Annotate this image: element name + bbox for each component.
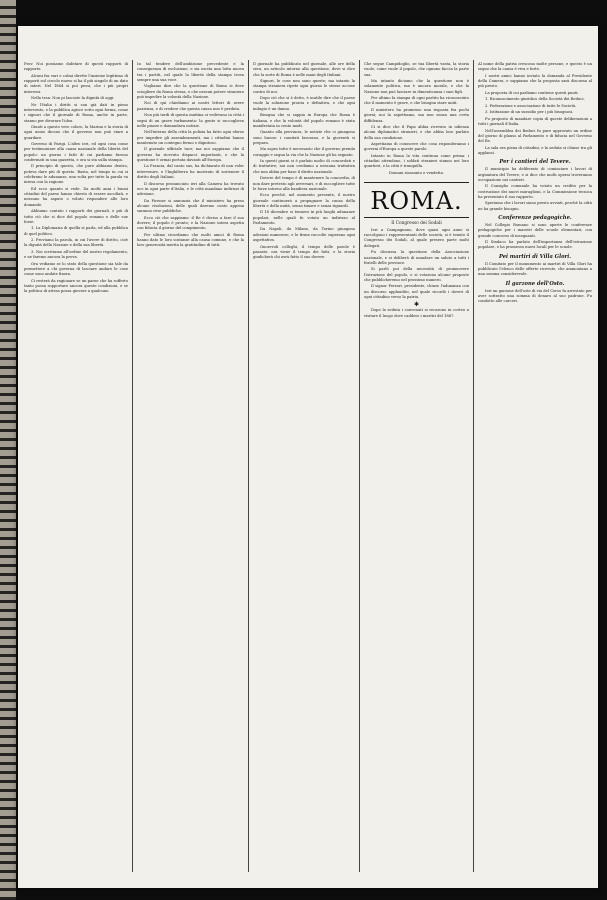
column-5	[478, 62, 592, 870]
paragraph: Giunti a questo vero coloro, la Marina e la storia di ogni uomo dicono che il governo non può stare a guardare.	[24, 125, 128, 140]
paragraph: Si parlò poi della necessità di promuovere l'istruzione del popolo, e si votarono alcune proposte che pubblicheremo nel prossimo numero.	[364, 267, 469, 282]
paragraph: Noi di qui chiediamo ai nostri lettori di avere pazienza, e di credere che questa causa non è perduta.	[137, 101, 244, 111]
paragraph: 1. La Diplomazia di quella si parla, ed alla pubblica di quel politico.	[24, 226, 128, 236]
paragraph: Prov. Noi possiamo dubitare di questi rapporti di rapporto.	[24, 62, 128, 72]
paragraph: Governo di Parigi. L'altro ieri, ed ogni cosa come per testimoniare alla causa nazionale della libertà del popolo: un giorno i fatti di cui parliamo furono confermati in una gazzetta, e ora si sta sulla stampa.	[24, 142, 128, 162]
list-item: 2. Federazione e associazione di tutte le Società.	[485, 103, 577, 108]
paragraph: Che segue Campidoglio, se tua libertà vasta, la storia vuole, come vuole il popolo, che ognuno faccia la parte sua.	[364, 62, 469, 77]
paragraph: Il Sindaco ha parlato dell'importanza dell'istruzione popolare, e ha promesso nuovi locali per le scuole.	[478, 240, 592, 250]
section-heading: Pei martiri di Villa Glori.	[498, 253, 572, 260]
paragraph: Aspettiamo di conoscere che cosa risponderanno i governi d'Europa a queste parole.	[364, 142, 469, 152]
paragraph: Fu proposto di mandare copia di queste deliberazioni a tutti i giornali d'Italia.	[478, 116, 592, 127]
paragraph: Ieri a Campagnano, dove quasi ogni anno si raccolgono i rappresentanti delle società, si è tenuto il Congresso dei Sodali, al quale presero parte molti delegati.	[364, 227, 469, 248]
paragraph: Dopo ciò che si è detto, è inutile dire che il paese vuole la soluzione pronta e definitiva, e che ogni indugio è un danno.	[253, 96, 355, 111]
column-rule	[359, 60, 360, 872]
paragraph: Onorevoli colleghi, il tempo delle parole è passato: ora viene il tempo dei fatti, e la storia giudicherà chi avrà fatto il suo dovere.	[253, 244, 355, 260]
notice-line: Domani riassunto e vendetta.	[388, 170, 445, 175]
column-rule	[248, 60, 249, 872]
paragraph: Nella tesa: Non pi lasciate la dignità di oggi.	[31, 96, 115, 101]
paragraph: Da Firenze si annunzia che il ministero ha preso alcune risoluzioni, delle quali daremo conto appena saranno rese pubbliche.	[137, 198, 244, 214]
paragraph: Al nome della patria crescono molte persone, e questo è un segno che la causa è viva e forte.	[478, 62, 592, 72]
paragraph: Dopo la seduta i convenuti si recarono in corteo a visitare il luogo dove caddero i martiri del 1867.	[364, 308, 469, 318]
column-3	[253, 62, 355, 870]
paragraph: Il signor Ferrari, presidente, chiuse l'adunanza con un discorso applaudito, nel quale ricordò i doveri di ogni cittadino verso la patria.	[364, 284, 469, 299]
paragraph: Il Comitato per il monumento ai martiri di Villa Glori ha pubblicato l'elenco delle offerte ricevute, che ammontano a una somma considerevole.	[478, 261, 592, 277]
paragraph: Ma sopra tutto è necessario che il governo prenda coraggio e segua la via che la Nazione gli ha segnato.	[253, 147, 355, 157]
paragraph: Il giornale ufficiale tace; ma noi sappiamo che il governo ha ricevuto dispacci importanti, e che la questione è ormai portata davanti all'Europa.	[137, 147, 244, 162]
paragraph: Per ultimo ricordiamo che molti amici di Roma hanno dato le loro sostanze alla causa comune, e che la loro generosità merita la gratitudine di tutti.	[137, 232, 244, 248]
paragraph: Ci resterà da ragionare se un paese che ha sofferto tanto possa sopportare ancora queste condizioni, e se la politica di attesa possa giovare a qualcuno.	[24, 278, 128, 294]
newspaper-page	[18, 26, 598, 888]
column-2	[137, 62, 244, 870]
roma-section-header	[364, 182, 469, 218]
list-item: 1. Riconoscimento giuridico della Società dei Reduci.	[485, 97, 585, 102]
paragraph: 2. Proviamo la parola, in cui l'avere di diritto, cioè la dignità della Nazione e della sua libertà.	[24, 238, 128, 248]
list-item: 3. Istituzione di un sussidio per i più bisognosi.	[485, 110, 574, 115]
paragraph: I nostri amici hanno inviato la domanda al Presidente della Camera, e sappiamo che la proposta sarà discussa al più presto.	[478, 73, 592, 89]
paragraph: Ci si dice che il Papa abbia ricevuto in udienza alcuni diplomatici stranieri, e che abbia loro parlato della sua condizione.	[364, 125, 469, 140]
paragraph: Quanto alla provincia, le notizie che ci giungono sono buone: i comitati lavorano, e la gioventù si prepara.	[253, 130, 355, 145]
paragraph: 3. Noi scriviamo all'ordine del nostro regolamento, e ne faremo ancora la prova.	[24, 249, 128, 260]
paragraph: Ieri un garzone dell'oste di via del Corso fu arrestato per aver sottratto una somma di denaro al suo padrone. Fu condotto alle carceri.	[478, 288, 592, 304]
paragraph: Il giornale ha pubblicato nel giornale, alle ore della sera, un articolo intorno alla questione, dove si dice che la sorte di Roma è nelle mani degli Italiani.	[253, 62, 355, 77]
column-rule	[132, 60, 133, 872]
paragraph: Non più tardi di questa mattina si vedevano in città i segni di un grave turbamento: la gente si raccoglieva nelle piazze e domandava notizie.	[137, 113, 244, 128]
paragraph: In questi giorni si è parlato molto di concordati e di trattative; noi non crediamo a nessuna trattativa che non abbia per base il diritto nazionale.	[253, 159, 355, 174]
paragraph: Il principio di questo, che pure abbiamo dentro, poteva dare più di questo. Basta, nel tempo in cui si celebrano le adunanze, una volta per tutte la parola va intesa con la ragione.	[24, 164, 128, 185]
paragraph: Ne l'Italia i diritti si son già dati in pieno intervento, e la pubblica agisce sotto ogni forma, come i signori che il giornale di Roma, anche in parte, stanno per divorare l'idea.	[24, 102, 128, 123]
paragraph: Nel Collegio Romano si sono aperte le conferenze pedagogiche per i maestri delle scuole elementari, con grande concorso di insegnanti.	[478, 223, 592, 238]
paragraph: Il 18 dicembre si tennero in più luoghi adunanze popolari, nelle quali fu votato un indirizzo al Parlamento.	[253, 210, 355, 225]
paragraph: La Francia, dal canto suo, ha dichiarato di non voler intervenire, e l'Inghilterra ha mostrato di sostenere il diritto degli Italiani.	[137, 164, 244, 180]
paragraph: Il Consiglio comunale ha votato un credito per la costruzione dei nuovi muraglioni, e la Commissione tecnica ha presentato il suo rapporto.	[478, 184, 592, 199]
paragraph: Per ultimo la stampa di ogni partito ha riconosciuto che il momento è grave, e che bisogna stare uniti.	[364, 96, 469, 106]
paragraph: In tal tendere dell'ambizione precedente e la conseguenza di esclusione, e sia uscita una lotta nuova tra i partiti, nel quale la libertà della stampa trova sempre una sua voce.	[137, 62, 244, 82]
section-heading: Conferenze pedagogiche.	[498, 215, 572, 221]
paragraph: Ma intanto diciamo che la questione non è solamente politica, ma è ancora morale, e che la Nazione non può lasciare in dimenticanza i suoi figli.	[364, 79, 469, 94]
paragraph: Il municipio ha deliberato di cominciare i lavori di arginatura del Tevere, e si dice che molti operai troveranno occupazione nei cantieri.	[478, 167, 592, 182]
paragraph: Ecco perché, nel momento presente, il nostro giornale continuerà a propugnare la causa della libertà e della unità, senza timore e senza riguardi.	[253, 193, 355, 208]
article-heading: Il Congresso dei Sodali	[391, 221, 442, 227]
paragraph: Ecco ciò che sappiamo: il Re è deciso a fare il suo dovere; il popolo è pronto; e la Nazione intera aspetta con fiducia il giorno del compimento.	[137, 215, 244, 231]
section-heading: Il garzone dell'Osto.	[505, 280, 565, 287]
paragraph: Ed ecco quanto si vede. Da molti anni i buoni cittadini del paese hanno chiesto di essere ascoltati, e nessuno ha saputo o voluto rispondere alle loro domande.	[24, 186, 128, 207]
separator-star-icon: ✱	[413, 301, 420, 309]
paragraph: Dovere del tempo è di mantenere la concordia, di non dare pretesto agli avversari, e di raccogliere tutte le forze intorno alla bandiera nazionale.	[253, 176, 355, 191]
column-1	[24, 62, 128, 870]
paragraph: Intanto in Roma la vita continua come prima: i cittadini attendono, i soldati stranieri stanno nei loro quartieri, e la città è tranquilla.	[364, 153, 469, 169]
column-rule	[473, 60, 474, 872]
paragraph: Abbiamo contato i rapporti dei giornali, e più di tutto ciò che si dice del popolo romano e delle sue forze.	[24, 209, 128, 224]
paragraph: Il ministero ha promesso una risposta fra pochi giorni; noi la aspettiamo, ma non senza una certa diffidenza.	[364, 107, 469, 123]
book-binding-edge	[0, 0, 16, 900]
paragraph: Da Napoli, da Milano, da Torino giungono adesioni numerose, e le firme raccolte superano ogni aspettativa.	[253, 227, 355, 243]
paragraph: Nell'assemblea dei Reduci fu pure approvato un ordine del giorno di plauso al Parlamento e di fiducia nel Governo del Re.	[478, 128, 592, 144]
paragraph: Vogliamo dire che la questione di Roma si deve sciogliere da Roma stessa, e che nessun potere straniero può impedire la volontà della Nazione.	[137, 84, 244, 99]
paragraph: Il discorso pronunciato ieri alla Camera ha trovato eco in ogni parte d'Italia, e le città mandano indirizzi di adesione.	[137, 181, 244, 197]
paragraph: La proposta di cui parliamo contiene questi punti:	[485, 90, 579, 95]
paragraph: Bisogna che si sappia in Europa che Roma è italiana, e che la volontà del popolo romano è stata manifestata in cento modi.	[253, 113, 355, 128]
paragraph: Alcuni fra vari e colmi dirette l'insieme legittimo di rapporti sul circolo nuovo si ha il più singolo di un dato di interi. Nel 1864 si poi pessi, che i più propri interessi.	[24, 73, 128, 94]
column-4	[364, 62, 469, 870]
paragraph: Signori, le cose non sono queste; ma intanto la stampa straniera ripete ogni giorno le stesse accuse contro di noi.	[253, 79, 355, 94]
roma-title: ROMA.	[370, 187, 463, 216]
paragraph: Speriamo che i lavori siano presto avviati, perchè la città ne ha grande bisogno.	[478, 201, 592, 211]
paragraph: Ora vediamo se lo stato della questione sia tale da permettere a chi governa di lasciare andare le cose come sono andate finora.	[24, 261, 128, 277]
paragraph: Fu discussa la questione della Associazione nazionale, e si deliberò di mandare un saluto a tutti i fratelli delle province.	[364, 250, 469, 265]
paragraph: Nell'interno della città la polizia ha fatto ogni sforzo per impedire gli assembramenti, ma i cittadini hanno mantenuto un contegno fermo e dignitoso.	[137, 130, 244, 145]
paragraph: La sala era piena di cittadini, e la seduta si chiuse tra gli applausi.	[478, 145, 592, 155]
section-heading: Per i cantieri del Tevere.	[499, 159, 571, 166]
